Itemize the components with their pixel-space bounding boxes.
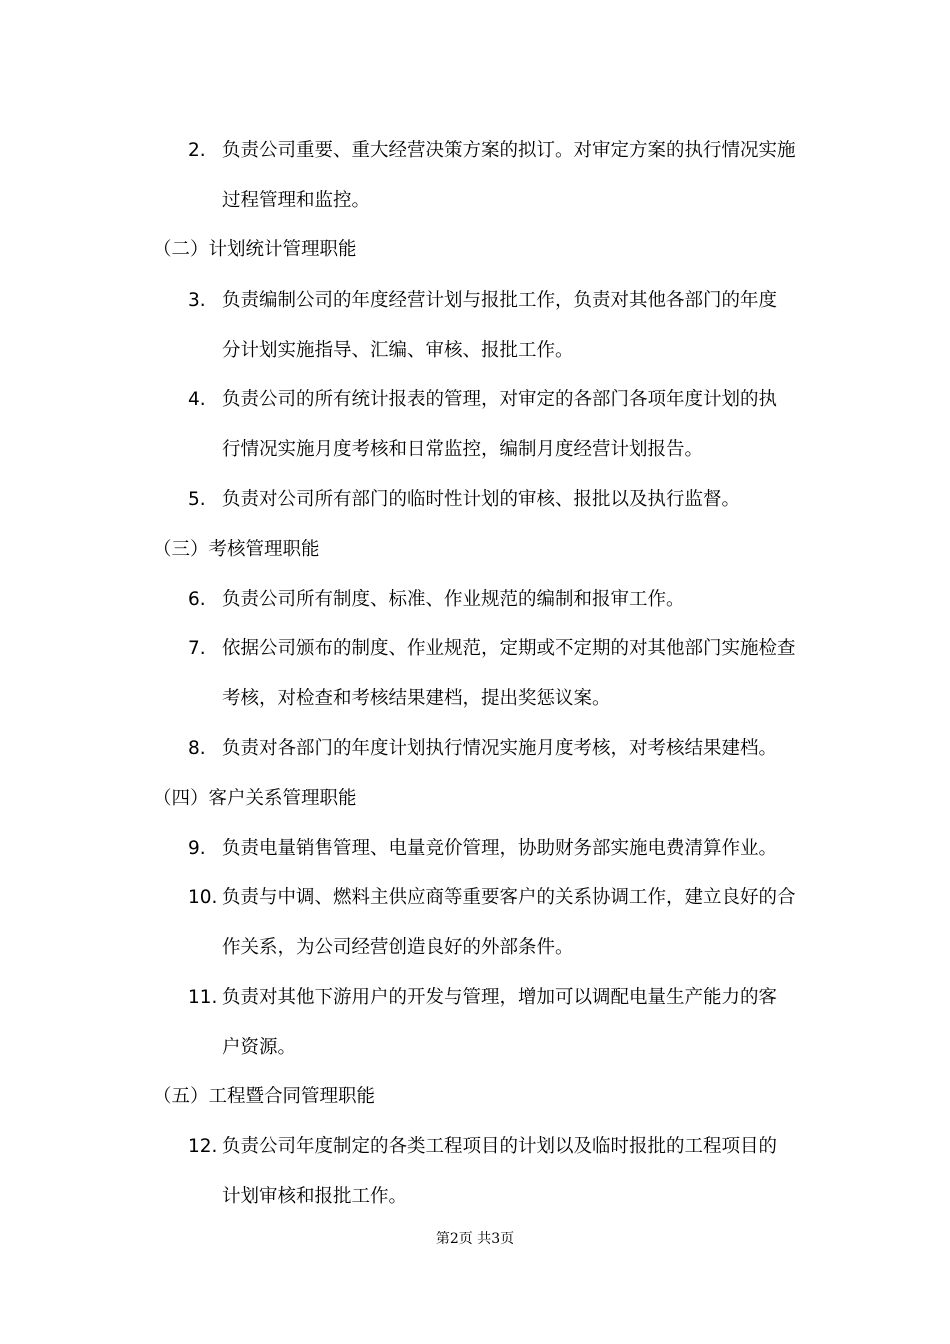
list-item-text-cont: 行情况实施月度考核和日常监控，编制月度经营计划报告。 <box>222 439 704 460</box>
list-item-text-cont: 过程管理和监控。 <box>222 190 371 211</box>
list-item-text: 负责公司的所有统计报表的管理，对审定的各部门各项年度计划的执 <box>222 389 778 410</box>
list-item-text-cont: 分计划实施指导、汇编、审核、报批工作。 <box>222 340 574 361</box>
list-number: 12. <box>188 1136 218 1157</box>
list-item-text-cont: 计划审核和报批工作。 <box>222 1186 408 1207</box>
section-heading: （五）工程暨合同管理职能 <box>153 1086 376 1107</box>
list-item-text: 负责电量销售管理、电量竞价管理，协助财务部实施电费清算作业。 <box>222 838 778 859</box>
list-number: 7. <box>188 638 206 659</box>
section-heading: （三）考核管理职能 <box>153 539 320 560</box>
list-item-text-cont: 户资源。 <box>222 1037 297 1058</box>
list-number: 11. <box>188 987 218 1008</box>
list-item-text: 负责公司所有制度、标准、作业规范的编制和报审工作。 <box>222 589 685 610</box>
page-footer: 第2页 共3页 <box>435 1231 515 1247</box>
list-number: 6. <box>188 589 206 610</box>
list-number: 8. <box>188 738 206 759</box>
list-item-text: 负责编制公司的年度经营计划与报批工作，负责对其他各部门的年度 <box>222 290 778 311</box>
list-item-text: 负责公司重要、重大经营决策方案的拟订。对审定方案的执行情况实施 <box>222 140 796 161</box>
list-number: 3. <box>188 290 206 311</box>
list-item-text: 负责对各部门的年度计划执行情况实施月度考核，对考核结果建档。 <box>222 738 778 759</box>
list-number: 2. <box>188 140 206 161</box>
list-item-text: 依据公司颁布的制度、作业规范，定期或不定期的对其他部门实施检查 <box>222 638 796 659</box>
list-item-text: 负责公司年度制定的各类工程项目的计划以及临时报批的工程项目的 <box>222 1136 778 1157</box>
list-item-text: 负责对其他下游用户的开发与管理，增加可以调配电量生产能力的客 <box>222 987 778 1008</box>
section-heading: （二）计划统计管理职能 <box>153 239 357 260</box>
list-number: 4. <box>188 389 206 410</box>
list-item-text-cont: 作关系，为公司经营创造良好的外部条件。 <box>222 937 574 958</box>
list-number: 9. <box>188 838 206 859</box>
list-item-text-cont: 考核，对检查和考核结果建档，提出奖惩议案。 <box>222 688 611 709</box>
list-item-text: 负责对公司所有部门的临时性计划的审核、报批以及执行监督。 <box>222 489 741 510</box>
list-item-text: 负责与中调、燃料主供应商等重要客户的关系协调工作，建立良好的合 <box>222 887 796 908</box>
list-number: 10. <box>188 887 218 908</box>
list-number: 5. <box>188 489 206 510</box>
section-heading: （四）客户关系管理职能 <box>153 788 357 809</box>
